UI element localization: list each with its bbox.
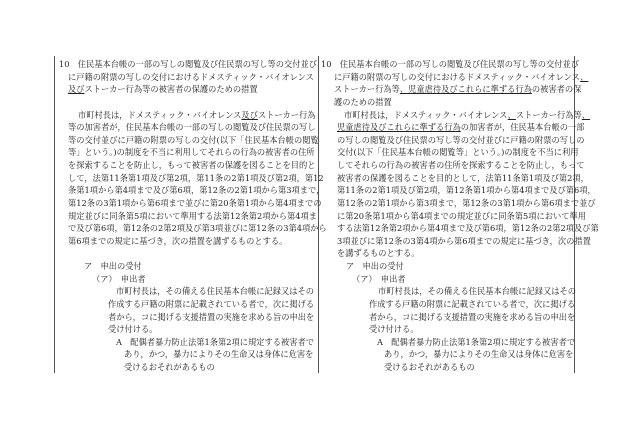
text-segment: あり，かつ，暴力によりその生命又は身体に危害を [384,349,574,360]
amended-text: 及び [68,84,85,95]
text-segment: 条第1項から第4項まで及び第6項，第12条の2第1項から第3項まで， [68,185,325,196]
text-segment: 市町村長は，その備える住民基本台帳に記録又はその [116,286,314,297]
text-line [378,285,576,298]
text-line [68,197,322,210]
text-segment: を探索することを防止し，もって被害者の保護を図ることを目的と [68,160,316,171]
text-line [84,260,142,273]
amended-text: 、児童虐待及びこれらに準ずる行為 [399,84,532,95]
text-segment: ストーカー行為 [257,109,316,120]
text-segment: の被害者の保 [531,84,582,95]
text-line [68,146,315,159]
amended-text: 、 [507,109,516,120]
text-segment: 第12条の2第1項から第3項まで，第12条の3第1項から第6項まで並び [337,197,596,208]
text-segment: 第12条の3第1項から第6項まで並びに第20条第1項から第4項までの [68,197,322,208]
text-line [337,134,585,147]
text-segment: 10 住民基本台帳の一部の写しの閲覧及び住民票の写し等の交付並び [59,59,317,69]
text-segment: に第20条第1項から第4項までの規定並びに同条第5項において準用 [337,210,586,221]
column-after-revision [318,56,599,373]
text-segment: に戸籍の附票の写しの交付におけるドメスティック・バイオレンス [68,71,314,82]
text-segment: 受け付ける。 [369,324,419,335]
text-line [337,235,591,248]
amended-text: 、 [581,109,590,120]
text-line [78,109,316,122]
text-line [68,83,258,96]
text-line [346,260,404,273]
text-line [337,247,420,260]
text-segment: 護のための措置 [334,96,392,107]
text-segment: 第6項までの規定に基づき，次の措置を講ずるものとする。 [68,235,288,246]
text-line [369,323,419,336]
text-segment: に戸籍の附票の写しの交付におけるドメスティック・バイオレンス [334,71,581,82]
text-line [334,83,581,96]
text-segment: 受けるおそれがあるもの [384,362,475,373]
text-line [337,210,586,223]
text-segment: （ア） 申出者 [352,273,406,284]
text-line [334,96,392,109]
text-segment: ア 申出の受付 [346,261,404,272]
text-line [377,336,575,349]
text-line [384,361,475,374]
text-line [68,184,324,197]
text-line [124,348,313,361]
text-line [321,58,579,71]
amended-text: 児童虐待及びこれらに準ずる行為 [337,122,461,133]
text-segment: ストーカー行為等の被害者の保護のための措置 [84,84,258,95]
text-segment: 市町村長は，ドメスティック・バイオレンス [344,109,508,120]
text-segment: の写しの閲覧及び住民票の写し等の交付並びに戸籍の附票の写しの [337,134,585,145]
text-line [68,159,316,172]
text-segment: してそれらの行為の被害者の住所を探索することを防止し，もって [337,160,585,171]
text-segment: 10 住民基本台帳の一部の写しの閲覧及び住民票の写し等の交付並び [321,59,579,69]
column-before-revision [54,56,327,373]
text-line [92,273,146,286]
text-line [384,348,573,361]
text-line [337,184,596,197]
text-segment: 等の加害者が，住民基本台帳の一部の写しの閲覧及び住民票の写し [68,122,316,133]
text-line [337,172,589,185]
text-segment: 等の交付並びに戸籍の附票の写しの交付(以下「住民基本台帳の閲覧 [68,134,319,145]
text-line [369,298,575,311]
text-line [116,285,314,298]
text-line [68,210,317,223]
text-segment: 受けるおそれがあるもの [124,362,215,373]
text-segment: ア 申出の受付 [84,261,142,272]
text-segment: 作成する戸籍の附票に記載されている者で，次に掲げる [369,298,576,309]
text-line [369,311,575,324]
amended-text: 、 [580,71,589,82]
text-line [344,109,590,122]
text-segment: の加害者が，住民基本台帳の一部 [460,122,585,133]
text-line [337,121,585,134]
text-segment: 受け付ける。 [108,324,158,335]
text-segment: 者から，コに掲げる支援措置の実施を求める旨の申出を [108,311,315,322]
text-line [116,336,314,349]
text-segment: 等」という。)の制度を不当に利用してそれらの行為の被害者の住所 [68,147,315,158]
text-line [337,159,585,172]
text-segment: して，法第11条第1項及び第2項，第11条の2第1項及び第2項，第12 [68,172,324,183]
text-line [68,121,316,134]
text-line [124,361,215,374]
text-segment: ストーカー行為等 [515,109,582,120]
text-segment: 市町村長は，ドメスティック・バイオレンス [78,109,242,120]
text-line [68,71,314,84]
text-line [337,222,599,235]
text-segment: 3項並びに第12条の3第4項から第6項までの規定に基づき，次の措置 [337,235,591,246]
text-segment: で及び第6項，第12条の2第2項及び第3項並びに第12条の3第4項から [68,223,327,234]
text-line [334,71,588,84]
text-segment: 第11条の2第1項及び第2項，第12条第1項から第4項まで及び第6項， [337,185,596,196]
text-segment: 交付(以下「住民基本台帳の閲覧等」という。)の制度を不当に利用 [337,147,579,158]
text-line [68,134,319,147]
text-segment: （ア） 申出者 [92,273,146,284]
text-line [59,58,317,71]
text-segment: 被害者の保護を図ることを目的として，法第11条第1項及び第2項， [337,172,589,183]
text-segment: 規定並びに同条第5項において準用する法第12条第2項から第4項ま [68,210,317,221]
text-segment: する法第12条第2項から第4項まで及び第6項，第12条の2第2項及び第 [337,223,599,234]
text-line [352,273,406,286]
text-segment: を講ずるものとする。 [337,248,420,259]
text-line [68,172,324,185]
text-segment: A 配偶者暴力防止法第1条第2項に規定する被害者で [116,336,314,347]
text-line [68,235,287,248]
text-segment: ストーカー行為等 [334,84,400,95]
text-line [108,323,158,336]
text-segment: あり，かつ，暴力によりその生命又は身体に危害を [124,349,314,360]
amended-text: 及び [241,109,258,120]
text-line [108,311,314,324]
text-segment: 作成する戸籍の附票に記載されている者で，次に掲げる [108,298,315,309]
text-segment: A 配偶者暴力防止法第1条第2項に規定する被害者で [377,336,575,347]
text-line [337,197,596,210]
text-segment: 市町村長は，その備える住民基本台帳に記録又はその [378,286,576,297]
text-segment: 者から，コに掲げる支援措置の実施を求める旨の申出を [369,311,576,322]
text-line [108,298,314,311]
text-line [337,146,579,159]
text-line [68,222,327,235]
